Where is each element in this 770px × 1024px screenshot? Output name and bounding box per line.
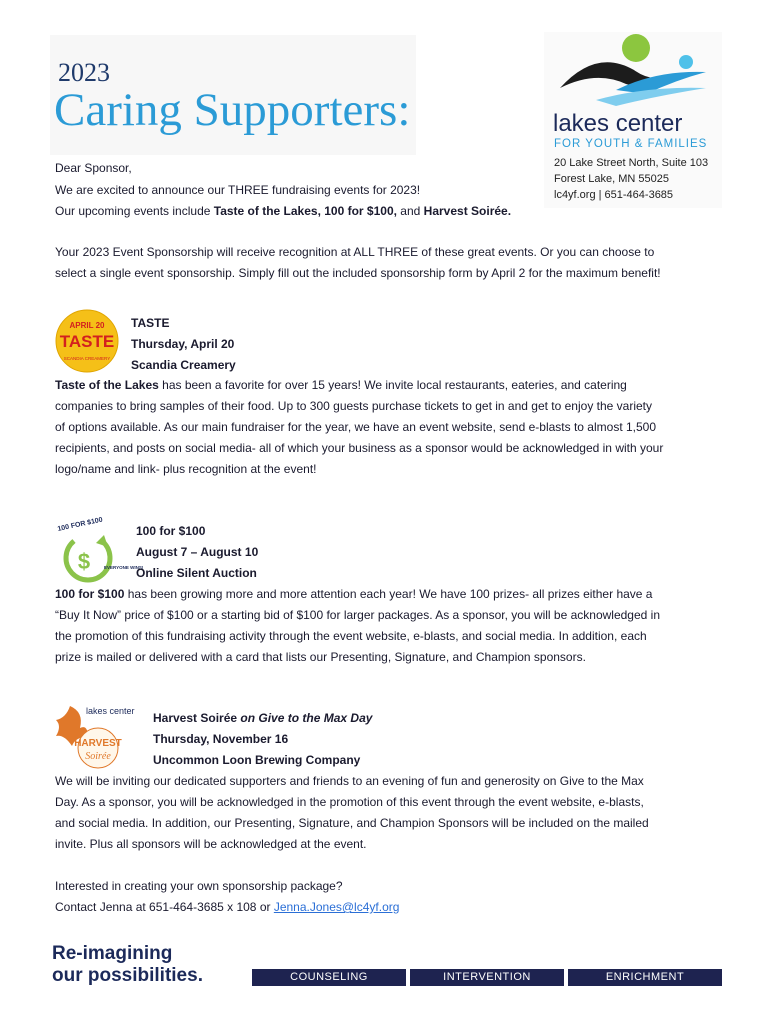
taste-line1-rest: has been a favorite for over 15 years! We invite local restaurants, eateries, and catering [158,378,627,392]
footer-pillar-enrichment: ENRICHMENT [568,969,722,986]
intro-events-bold: Taste of the Lakes, 100 for $100, [213,204,397,218]
intro-line2-prefix: Our upcoming events include [55,204,214,218]
hundred-event-venue: Online Silent Auction [136,566,257,580]
hundred-desc-line1 [55,584,652,605]
taste-badge-date: APRIL 20 [69,321,105,330]
hundred-desc-line4: prize is mailed or delivered with a card that lists our Presenting, Signature, and Champion sponsors. [55,650,586,664]
hundred-for-hundred-badge-icon [54,516,144,585]
harvest-desc-line2: Day. As a sponsor, you will be acknowledged in the promotion of this event through the event website, e-blasts, [55,795,644,809]
org-contact: lc4yf.org | 651-464-3685 [554,189,674,201]
contact-line1: Interested in creating your own sponsorship package? [55,879,343,893]
header-year: 2023 [58,58,110,87]
hundred-event-name: 100 for $100 [136,524,206,538]
page-title: Caring Supporters: [54,84,411,136]
org-name: lakes center [553,110,683,137]
taste-desc-line5: logo/name and link- plus recognition at the event! [55,462,317,476]
footer-pillar-intervention: INTERVENTION [410,969,564,986]
footer-slogan [52,943,203,987]
taste-badge-venue: SCANDIA CREAMERY [63,356,111,361]
intro-para2-line2: select a single event sponsorship. Simply fill out the included sponsorship form by April 2 for the maximum benefit! [55,266,661,280]
hundred-badge-symbol: $ [77,549,91,574]
taste-badge-title: TASTE [59,332,115,351]
taste-badge-icon [55,309,119,373]
harvest-desc-line4: invite. Plus all sponsors will be acknowledged at the event. [55,837,367,851]
contact-line2 [55,897,399,918]
org-address-line1: 20 Lake Street North, Suite 103 [554,157,709,169]
footer-slogan-line1: Re-imagining [52,943,173,964]
taste-event-date: Thursday, April 20 [131,337,235,351]
org-tagline: FOR YOUTH & FAMILIES [554,138,708,150]
greeting: Dear Sponsor, [55,161,132,175]
harvest-desc-line1: We will be inviting our dedicated supporters and friends to an evening of fun and generosity on Give to the Max [55,774,644,788]
hundred-desc-line2: “Buy It Now” price of $100 or a starting bid of $100 for larger packages. As a sponsor, you will be acknowledged in [55,608,661,622]
taste-event-venue: Scandia Creamery [131,358,236,372]
taste-desc-line3: of options available. As our main fundraiser for the year, we have an event website, send e-blasts to almost 1,500 [55,420,657,434]
harvest-event-venue: Uncommon Loon Brewing Company [153,753,361,767]
org-address-line2: Forest Lake, MN 55025 [554,173,669,185]
hundred-line1-rest: has been growing more and more attention each year! We have 100 prizes- all prizes either have a [124,587,653,601]
taste-lead: Taste of the Lakes [55,378,159,392]
harvest-badge-script: Soirée [85,751,111,762]
harvest-desc-line3: and social media. In addition, our Presenting, Signature, and Champion Sponsors will be included on the mailed [55,816,649,830]
hundred-event-date: August 7 – August 10 [136,545,259,559]
harvest-event-date: Thursday, November 16 [153,732,289,746]
harvest-name-bold: Harvest Soirée [153,711,238,725]
taste-desc-line1 [55,375,627,396]
footer-pillar-counseling: COUNSELING [252,969,406,986]
email-link[interactable]: Jenna.Jones@lc4yf.org [273,900,400,914]
hundred-desc-line3: the promotion of this fundraising activity through the event website, e-blasts, and social media. In addition, each [55,629,647,643]
hundred-lead: 100 for $100 [55,587,125,601]
taste-desc-line2: companies to bring samples of their food. Up to 300 guests purchase tickets to get in and get to enjoy the variety [55,399,653,413]
hundred-badge-top: 100 FOR $100 [56,516,104,533]
contact-prefix: Contact Jenna at 651-464-3685 x 108 or [55,900,274,914]
intro-and: and [396,204,424,218]
harvest-badge-title: HARVEST [74,738,122,749]
intro-line2 [55,201,511,222]
footer-slogan-line2: our possibilities. [52,965,203,986]
intro-para2-line1: Your 2023 Event Sponsorship will receive recognition at ALL THREE of these great events. Or you can choose to [55,245,655,259]
lakes-center-logo-icon [556,30,716,110]
harvest-name-italic: on Give to the Max Day [237,711,373,725]
hundred-badge-bottom: EVERYONE WINS! [104,565,144,570]
intro-last-bold: Harvest Soirée. [423,204,512,218]
taste-desc-line4: recipients, and posts on social media- all of which your business as a sponsor would be acknowledged in with your [55,441,664,455]
harvest-event-name [153,708,372,729]
harvest-badge-org: lakes center [86,706,135,716]
harvest-soiree-badge-icon [54,702,144,770]
intro-line1: We are excited to announce our THREE fundraising events for 2023! [55,183,421,197]
taste-event-name: TASTE [131,316,170,330]
